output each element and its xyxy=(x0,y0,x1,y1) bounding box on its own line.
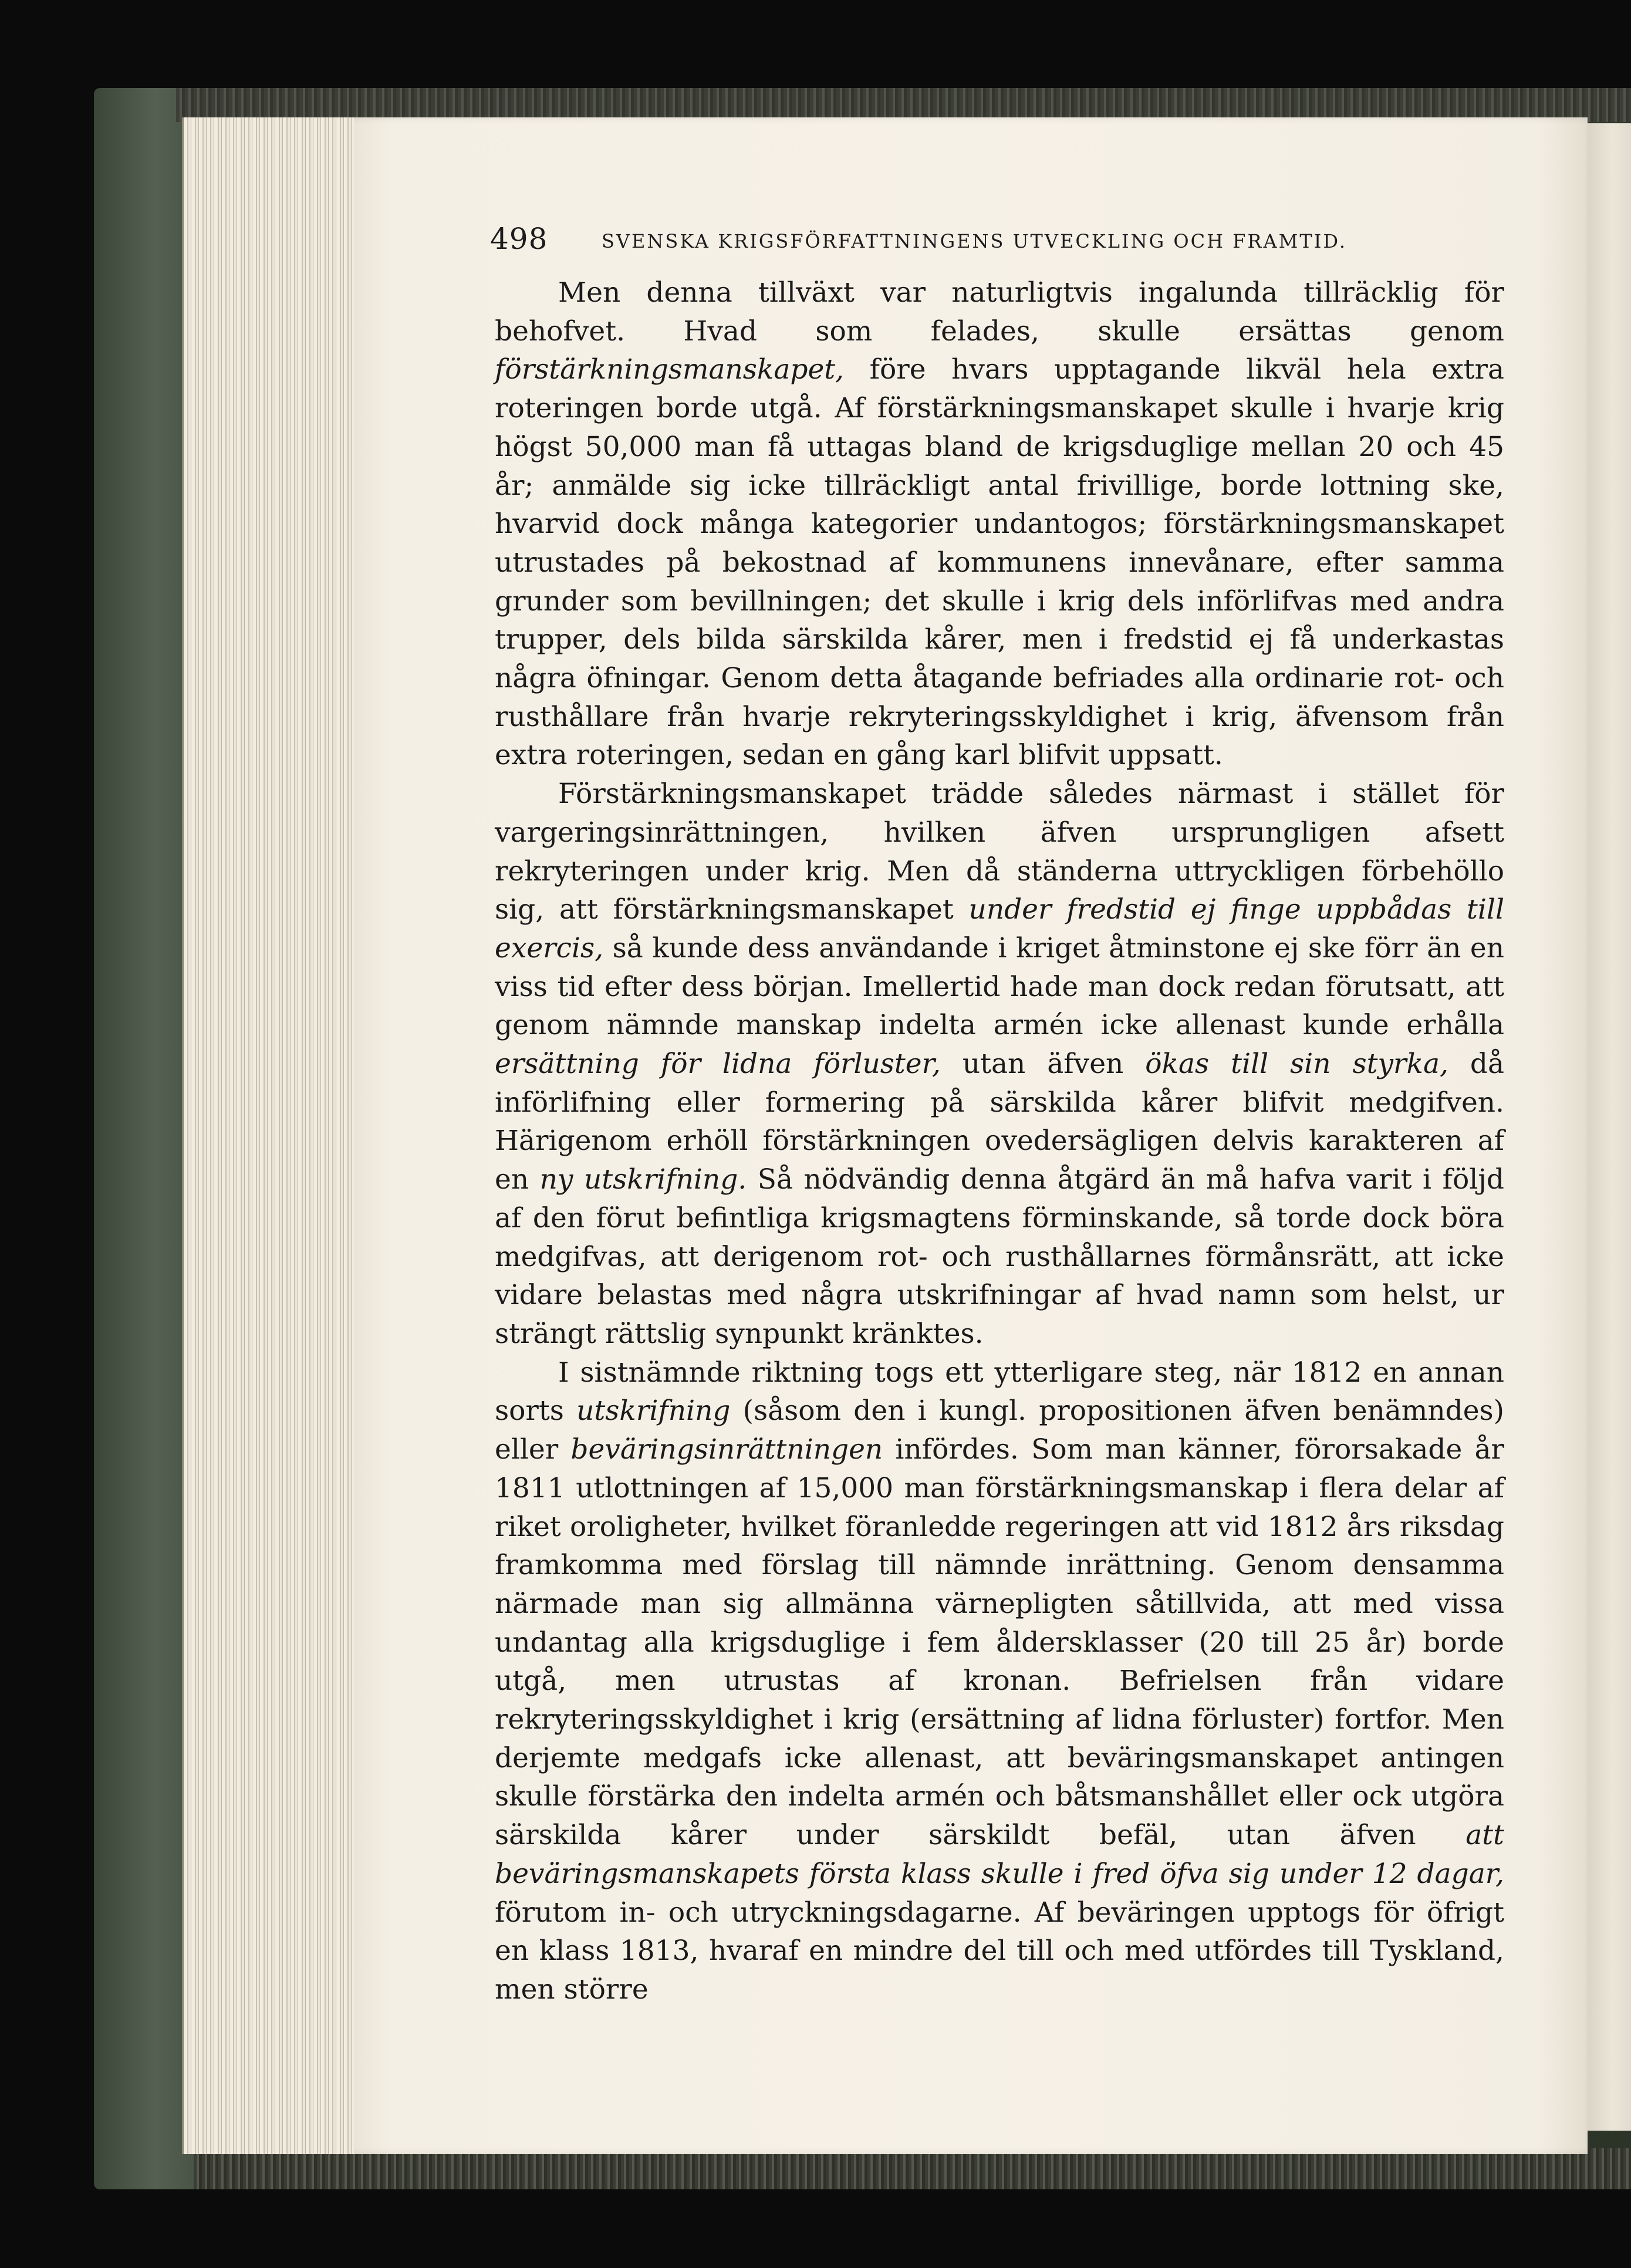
text-run: då införlifning eller formering på särskilda kårer blifvit medgifven. Härigenom erhöll förstärkningen ovedersägligen delvis karakteren af en xyxy=(495,1048,1504,1196)
book-cover-bottom-edge xyxy=(194,2148,1631,2189)
running-title: SVENSKA KRIGSFÖRFATTNINGENS UTVECKLING OCH FRAMTID. xyxy=(602,230,1348,252)
text-run: förutom in- och utryckningsdagarne. Af beväringen upptogs för öfrigt en klass 1813, hvaraf en mindre del till och med utfördes till Tyskland, men större xyxy=(495,1896,1504,2006)
running-header xyxy=(490,222,1500,257)
text-run: Så nödvändig denna åtgärd än må hafva varit i följd af den förut befintliga krigsmagtens förminskande, så torde dock böra medgifvas, att derigenom rot- och rusthållarnes förmånsrätt, att icke vidare belastas med några utskrifningar af hvad namn som helst, ur strängt rättslig synpunkt kränktes. xyxy=(495,1163,1504,1350)
italic-term: att beväringsmanskapets första klass skulle i fred öfva sig under 12 dagar, xyxy=(495,1819,1504,1890)
text-run: före hvars upptagande likväl hela extra roteringen borde utgå. Af förstärkningsmanskapet skulle i hvarje krig högst 50,000 man få uttagas bland de krigsduglige mellan 20 och 45 år; anmälde sig icke tillräckligt antal frivillige, borde lottning ske, hvarvid dock många kategorier undantogos; förstärkningsmanskapet utrustades på bekostnad af kommunens innevånare, efter samma grunder som bevillningen; det skulle i krig dels införlifvas med andra trupper, dels bilda särskilda kårer, men i fredstid ej få underkastas några öfningar. Genom detta åtagande befriades alla ordinarie rot- och rusthållare från hvarje rekryteringsskyldighet i krig, äfvensom från extra roteringen, sedan en gång karl blifvit uppsatt. xyxy=(495,353,1504,772)
italic-term: ny utskrifning. xyxy=(539,1163,747,1196)
page-edges-stack xyxy=(182,117,354,2154)
text-run: Förstärkningsmanskapet trädde således närmast i stället för vargeringsinrättningen, hvilken äfven ursprungligen afsett rekryteringen under krig. Men då ständerna uttryckligen förbehöllo sig, att förstärkningsmanskapet xyxy=(495,778,1504,926)
text-run: så kunde dess användande i kriget åtminstone ej ske förr än en viss tid efter dess början. Imellertid hade man dock redan förutsatt, att genom nämnde manskap indelta armén icke allenast kunde erhålla xyxy=(495,932,1504,1042)
text-run: (såsom den i kungl. propositionen äfven benämndes) eller xyxy=(495,1395,1504,1466)
italic-term: utskrifning xyxy=(576,1395,731,1427)
paragraph-1 xyxy=(495,274,1504,775)
italic-term: förstärkningsmanskapet, xyxy=(495,353,845,386)
page-number: 498 xyxy=(490,222,548,256)
italic-term: ökas till sin styrka, xyxy=(1145,1048,1448,1081)
text-run: I sistnämnde riktning togs ett ytterligare steg, när 1812 en annan sorts xyxy=(495,1356,1504,1427)
body-text xyxy=(495,274,1504,2009)
paragraph-3 xyxy=(495,1354,1504,2009)
italic-term: beväringsinrättningen xyxy=(570,1433,883,1466)
text-run: utan äfven xyxy=(940,1048,1146,1081)
text-run: infördes. Som man känner, förorsakade år 1811 utlottningen af 15,000 man förstärkningsmanskap i flera delar af riket oroligheter, hvilket föranledde regeringen att vid 1812 års riksdag framkomma med förslag till nämnde inrättning. Genom densamma närmade man sig allmänna värnepligten såtillvida, att med vissa undantag alla krigsduglige i fem åldersklasser (20 till 25 år) borde utgå, men utrustas af kronan. Befrielsen från vidare rekryteringsskyldighet i krig (ersättning af lidna förluster) fortfor. Men derjemte medgafs icke allenast, att beväringsmanskapet antingen skulle förstärka den indelta armén och båtsmanshållet eller ock utgöra särskilda kårer under särskildt befäl, utan äfven xyxy=(495,1433,1504,1852)
italic-term: ersättning för lidna förluster, xyxy=(495,1048,941,1081)
text-run: Men denna tillväxt var naturligtvis ingalunda tillräcklig för behofvet. Hvad som felades, skulle ersättas genom xyxy=(495,276,1504,347)
facing-page-edge xyxy=(1585,123,1631,2131)
paragraph-2 xyxy=(495,775,1504,1354)
italic-term: under fredstid ej finge uppbådas till exercis, xyxy=(495,893,1504,964)
